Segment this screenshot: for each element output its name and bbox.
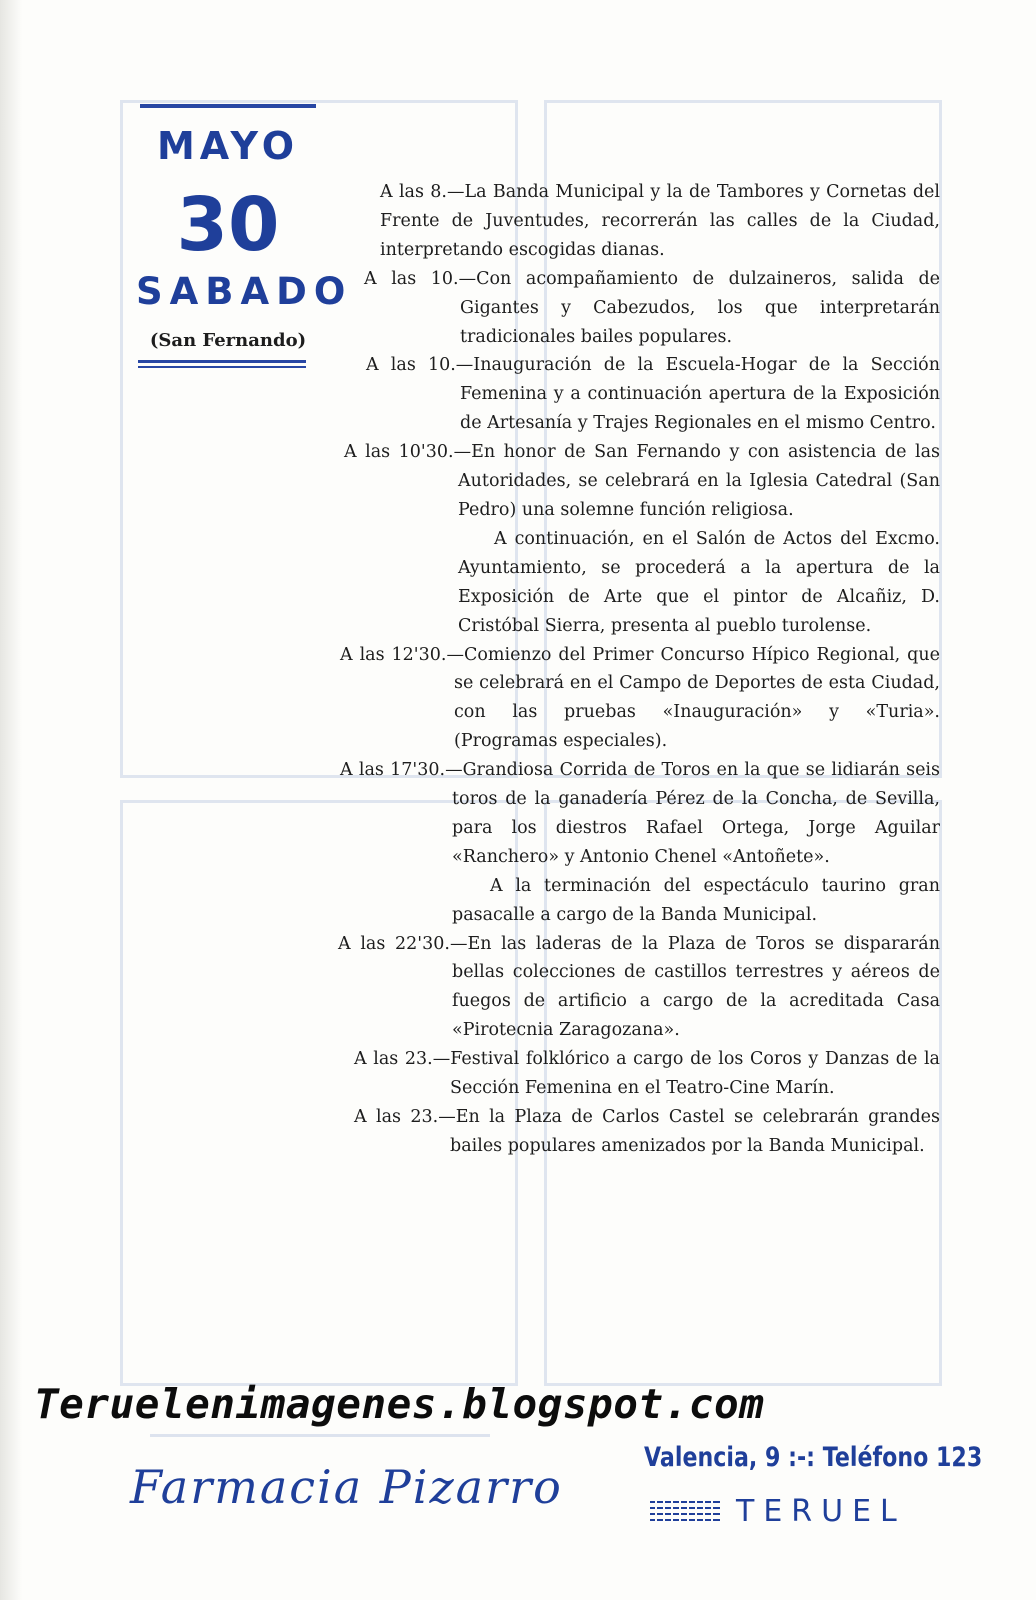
date-day: 30 [176, 182, 280, 268]
entry-time: A las 10'30. [344, 442, 454, 463]
entry-text: —Inauguración de la Escuela-Hogar de la Sección Femenina y a continuación apertura de la Exposición de Artesanía y Trajes Regionales en el mismo Centro. [455, 355, 940, 434]
date-saint: (San Fernando) [149, 330, 307, 351]
pharmacy-city: TERUEL [736, 1494, 906, 1529]
program-entry [330, 1045, 940, 1103]
entry-time: A las 10. [364, 268, 459, 289]
entry-time: A las 10. [366, 355, 456, 376]
program-entry [330, 265, 940, 352]
entry-text: —En la Plaza de Carlos Castel se celebrarán grandes bailes populares amenizados por la Banda Municipal. [438, 1107, 940, 1156]
program-entry [330, 351, 940, 438]
program-entry [330, 438, 940, 525]
program-entry [330, 178, 940, 265]
entry-text: —La Banda Municipal y la de Tambores y Cornetas del Frente de Juventudes, recorrerán las calles de la Ciudad, interpretando escogidas dianas. [380, 182, 940, 260]
entry-continuation: A continuación, en el Salón de Actos del Excmo. Ayuntamiento, se procederá a la apertura de la Exposición de Arte que el pintor de Alcañiz, D. Cristóbal Sierra, presenta al pueblo turolense. [458, 528, 940, 636]
page-fold-shadow [0, 0, 22, 1600]
entry-text: —Grandiosa Corrida de Toros en la que se lidiarán seis toros de la ganadería Pérez de la Concha, de Sevilla, para los diestros Rafael Ortega, Jorge Aguilar «Ranchero» y Antonio Chenel «Antoñete». [445, 760, 941, 867]
entry-time: A las 22'30. [338, 933, 450, 954]
program-entry [330, 756, 940, 872]
entry-time: A las 12'30. [340, 644, 447, 665]
entry-time: A las 17'30. [340, 760, 446, 781]
date-rule-bottom-thin [138, 366, 306, 368]
entry-text: —En honor de San Fernando y con asistencia de las Autoridades, se celebrará en la Iglesia Catedral (San Pedro) una solemne función religiosa. [453, 442, 940, 520]
date-month: MAYO [156, 124, 300, 168]
program-entry [330, 1103, 940, 1161]
pharmacy-name: Farmacia Pizarro [130, 1460, 563, 1514]
program-list [330, 178, 940, 1161]
program-entry [330, 641, 940, 757]
entry-time: A las 8. [380, 182, 447, 202]
entry-time: A las 23. [354, 1107, 439, 1127]
entry-text: —Con acompañamiento de dulzaineros, salida de Gigantes y Cabezudos, los que interpretarán tradicionales bailes populares. [458, 268, 941, 347]
entry-time: A las 23. [354, 1049, 433, 1070]
hatch-ornament-icon [650, 1498, 720, 1524]
pharmacy-address: Valencia, 9 :-: Teléfono 123 [644, 1442, 983, 1473]
entry-text: —En las laderas de la Plaza de Toros se dispararán bellas colecciones de castillos terrestres y aéreos de fuegos de artificio a cargo de la acreditada Casa «Pirotecnia Zaragozana». [449, 933, 940, 1041]
blog-watermark: Teruelenimagenes.blogspot.com [34, 1380, 765, 1428]
entry-text: —Comienzo del Primer Concurso Hípico Regional, que se celebrará en el Campo de Deportes de esta Ciudad, con las pruebas «Inauguración» y «Turia». (Programas especiales). [446, 644, 941, 752]
entry-text: —Festival folklórico a cargo de los Coros y Danzas de la Sección Femenina en el Teatro-Cine Marín. [432, 1049, 940, 1099]
program-entry [330, 930, 940, 1046]
date-rule-bottom [138, 360, 306, 363]
date-rule-top [140, 104, 316, 108]
footer-ad-rule [150, 1434, 490, 1437]
date-weekday: SABADO [136, 270, 353, 313]
entry-continuation: A la terminación del espectáculo taurino gran pasacalle a cargo de la Banda Municipal. [452, 875, 940, 925]
